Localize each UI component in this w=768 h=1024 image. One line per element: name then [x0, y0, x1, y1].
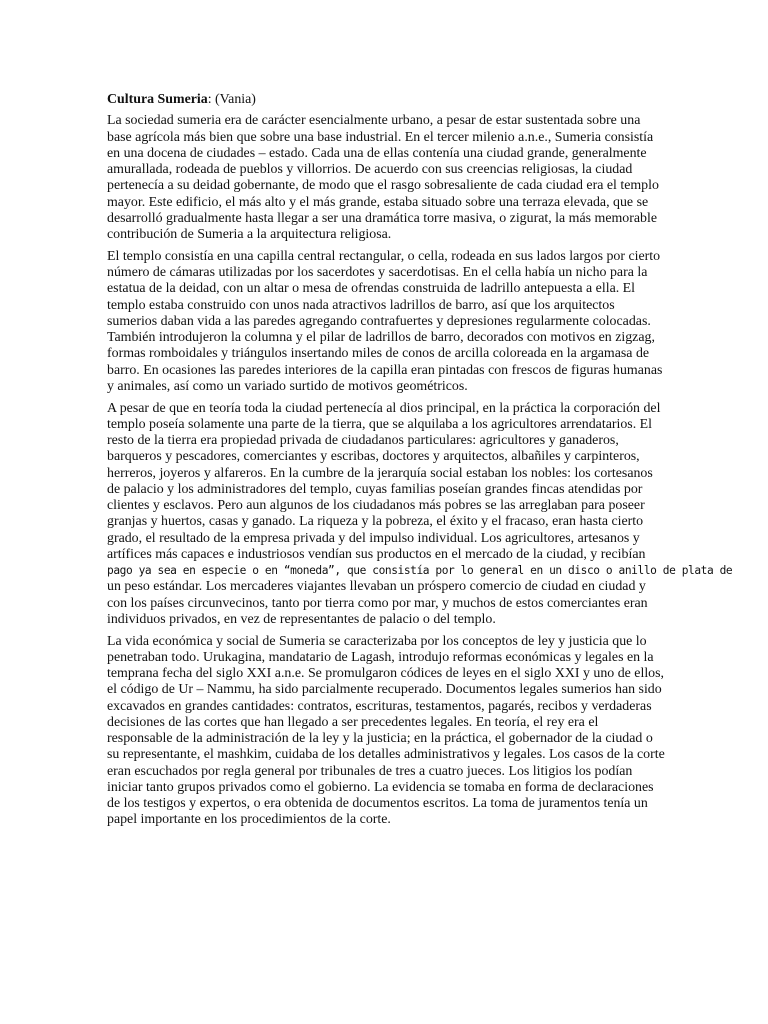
paragraph-line: sumerios daban vida a las paredes agregando contrafuertes y depresiones regularmente colocadas. [107, 313, 651, 329]
paragraph-line: desarrolló gradualmente hasta llegar a ser una dramática torre masiva, o zigurat, la más memorable [107, 210, 657, 226]
paragraph-line: su representante, el mashkim, cuidaba de los detalles administrativos y legales. Los casos de la corte [107, 747, 665, 763]
paragraph-line: herreros, joyeros y alfareros. En la cumbre de la jerarquía social estaban los nobles: los cortesanos [107, 465, 653, 481]
document-page [107, 92, 733, 834]
paragraph [107, 400, 733, 629]
paragraph-line: base agrícola más bien que sobre una base industrial. En el tercer milenio a.n.e., Sumeria consistía [107, 129, 654, 145]
document-author: : (Vania) [207, 92, 256, 107]
paragraph-line: grado, el resultado de la empresa privada y del impulso individual. Los agricultores, artesanos y [107, 530, 640, 546]
paragraph-line: estatua de la deidad, con un altar o mesa de ofrendas construida de ladrillo antepuesta a ella. El [107, 281, 636, 297]
paragraph-line: eran escuchados por regla general por tribunales de tres a cuatro jueces. Los litigios los podían [107, 763, 633, 779]
paragraph-line: pago ya sea en especie o en “moneda”, que consistía por lo general en un disco o anillo de plata de [107, 564, 733, 577]
document-title: Cultura Sumeria [107, 92, 208, 107]
paragraph-line: en una docena de ciudades – estado. Cada una de ellas contenía una ciudad grande, generalmente [107, 145, 647, 161]
paragraph-line: y animales, así como un variado surtido de motivos geométricos. [107, 378, 468, 394]
paragraph-line: templo poseía solamente una parte de la tierra, que se alquilaba a los agricultores arrendatarios. El [107, 416, 652, 432]
paragraph-line: de los testigos y expertos, o era obtenida de documentos escritos. La toma de juramentos tenía un [107, 796, 648, 811]
paragraph-line: resto de la tierra era propiedad privada de ciudadanos particulares: agricultores y ganaderos, [107, 433, 619, 448]
document-body [107, 113, 733, 828]
paragraph-line: barqueros y pescadores, comerciantes y escribas, doctores y arquitectos, albañiles y carpinteros, [107, 449, 640, 465]
paragraph-line: artífices más capaces e industriosos vendían sus productos en el mercado de la ciudad, y recibían [107, 546, 646, 562]
paragraph-line: número de cámaras utilizadas por los sacerdotes y sacerdotisas. En el cella había un nicho para la [107, 265, 648, 280]
paragraph-line: el código de Ur – Nammu, ha sido parcialmente recuperado. Documentos legales sumerios han sido [107, 682, 662, 698]
paragraph-line: individuos privados, en vez de representantes de palacio o del templo. [107, 611, 496, 627]
paragraph-line: El templo consistía en una capilla central rectangular, o cella, rodeada en sus lados largos por cierto [107, 248, 661, 264]
paragraph-line: granjas y huertos, casas y ganado. La riqueza y la pobreza, el éxito y el fracaso, eran hasta cierto [107, 514, 644, 530]
paragraph-line: templo estaba construido con unos nada atractivos ladrillos de barro, así que los arquitectos [107, 297, 615, 313]
paragraph-line: A pesar de que en teoría toda la ciudad pertenecía al dios principal, en la práctica la corporación del [107, 400, 661, 416]
paragraph-line: contribución de Sumeria a la arquitectura religiosa. [107, 227, 392, 242]
paragraph-line: También introdujeron la columna y el pilar de ladrillos de barro, decorados con motivos en zigzag, [107, 330, 655, 345]
paragraph-line: La sociedad sumeria era de carácter esencialmente urbano, a pesar de estar sustentada sobre una [107, 113, 641, 129]
paragraph-line: mayor. Este edificio, el más alto y el más grande, estaba situado sobre una terraza elevada, que se [107, 194, 649, 210]
paragraph-line: papel importante en los procedimientos de la corte. [107, 812, 391, 828]
paragraph-line: de palacio y los administradores del templo, cuyas familias poseían grandes fincas atendidas por [107, 481, 643, 497]
paragraph-line: pertenecía a su deidad gobernante, de modo que el rasgo sobresaliente de cada ciudad era el templo [107, 178, 659, 194]
paragraph-line: temprana fecha del siglo XXI a.n.e. Se promulgaron códices de leyes en el siglo XXI y uno de ellos, [107, 666, 665, 681]
document-heading [107, 92, 663, 108]
paragraph [107, 249, 663, 395]
paragraph-line: un peso estándar. Los mercaderes viajantes llevaban un próspero comercio de ciudad en ciudad y [107, 579, 646, 595]
paragraph-line: barro. En ocasiones las paredes interiores de la capilla eran pintadas con frescos de figuras humanas [107, 362, 663, 378]
paragraph [107, 113, 663, 243]
paragraph-line: decisiones de las cortes que han llegado a ser precedentes legales. En teoría, el rey era el [107, 714, 599, 730]
paragraph-line: iniciar tanto grupos privados como el gobierno. La evidencia se tomaba en forma de declaraciones [107, 779, 654, 795]
paragraph-line: clientes y esclavos. Pero aun algunos de los ciudadanos más pobres se las arreglaban para poseer [107, 498, 645, 513]
paragraph-line: La vida económica y social de Sumeria se caracterizaba por los conceptos de ley y justicia que lo [107, 633, 647, 649]
paragraph-line: con los países circunvecinos, tanto por tierra como por mar, y muchos de estos comerciantes eran [107, 595, 648, 611]
paragraph-line: formas romboidales y triángulos insertando miles de conos de arcilla coloreada en la argamasa de [107, 346, 650, 362]
paragraph-line: excavados en grandes cantidades: contratos, escrituras, testamentos, pagarés, recibos y verdaderas [107, 698, 652, 714]
paragraph [107, 634, 663, 829]
paragraph-line: responsable de la administración de la ley y la justicia; en la práctica, el gobernador de la ciudad o [107, 731, 653, 746]
paragraph-line: penetraban todo. Urukagina, mandatario de Lagash, introdujo reformas económicas y legales en la [107, 649, 654, 665]
paragraph-line: amurallada, rodeada de pueblos y villorrios. De acuerdo con sus creencias religiosas, la ciudad [107, 162, 633, 177]
